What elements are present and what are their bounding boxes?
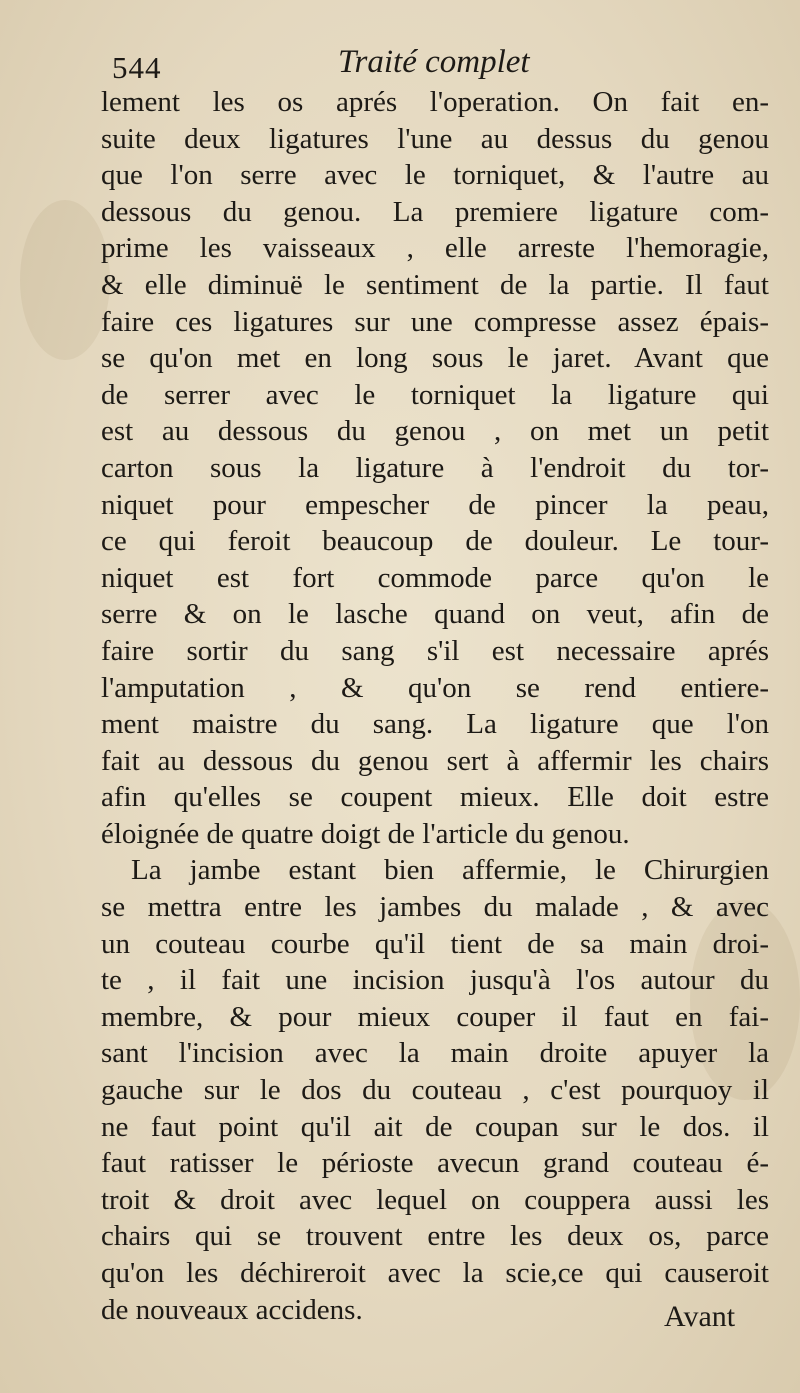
text-line: de nouveaux accidens. [101, 1293, 363, 1326]
page-header [112, 38, 762, 88]
text-line: un couteau courbe qu'il tient de sa main droi- [101, 927, 769, 960]
text-line: ce qui feroit beaucoup de douleur. Le tour- [101, 525, 769, 558]
text-line: dessous du genou. La premiere ligature com- [101, 195, 769, 228]
text-line: membre, & pour mieux couper il faut en fai- [101, 1000, 769, 1033]
text-line: & elle diminuë le sentiment de la partie. Il faut [101, 268, 769, 301]
text-line: suite deux ligatures l'une au dessus du genou [101, 122, 769, 155]
text-line: carton sous la ligature à l'endroit du tor- [101, 451, 769, 484]
text-line: ment maistre du sang. La ligature que l'on [101, 708, 769, 741]
text-line: serre & on le lasche quand on veut, afin de [101, 598, 769, 631]
text-line: prime les vaisseaux , elle arreste l'hemoragie, [101, 232, 769, 265]
text-line: afin qu'elles se coupent mieux. Elle doit estre [101, 781, 769, 814]
text-line: faire ces ligatures sur une compresse assez épais- [101, 305, 769, 338]
text-line: niquet est fort commode parce qu'on le [101, 561, 769, 594]
running-head: Traité complet [338, 44, 530, 80]
catchword: Avant [664, 1300, 736, 1333]
text-line: niquet pour empescher de pincer la peau, [101, 488, 769, 521]
text-line: se qu'on met en long sous le jaret. Avant que [101, 342, 769, 375]
body-text [101, 84, 769, 1328]
paragraph-first-line: La jambe estant bien affermie, le Chirurgien [131, 854, 769, 887]
text-line: faire sortir du sang s'il est necessaire aprés [101, 634, 769, 667]
page-number: 544 [112, 50, 162, 85]
text-line: que l'on serre avec le torniquet, & l'autre au [101, 159, 769, 192]
text-line: lement les os aprés l'operation. On fait en- [101, 86, 769, 118]
text-line: qu'on les déchireroit avec la scie,ce qui causeroit [101, 1257, 769, 1289]
text-line: éloignée de quatre doigt de l'article du genou. [101, 817, 630, 850]
text-line: de serrer avec le torniquet la ligature qui [101, 378, 769, 411]
text-line: se mettra entre les jambes du malade , & avec [101, 891, 769, 924]
text-line: gauche sur le dos du couteau , c'est pourquoy il [101, 1074, 769, 1107]
text-line: sant l'incision avec la main droite apuyer la [101, 1037, 769, 1070]
text-line: faut ratisser le périoste avecun grand couteau é- [101, 1147, 769, 1180]
text-line: troit & droit avec lequel on couppera aussi les [101, 1183, 769, 1216]
text-line: fait au dessous du genou sert à affermir les chairs [101, 744, 769, 777]
paper-stain [20, 200, 110, 360]
text-line: chairs qui se trouvent entre les deux os, parce [101, 1220, 769, 1253]
text-line: est au dessous du genou , on met un petit [101, 415, 769, 448]
text-line: l'amputation , & qu'on se rend entiere- [101, 671, 769, 704]
text-line: ne faut point qu'il ait de coupan sur le dos. il [101, 1110, 769, 1143]
text-line: te , il fait une incision jusqu'à l'os autour du [101, 964, 769, 997]
